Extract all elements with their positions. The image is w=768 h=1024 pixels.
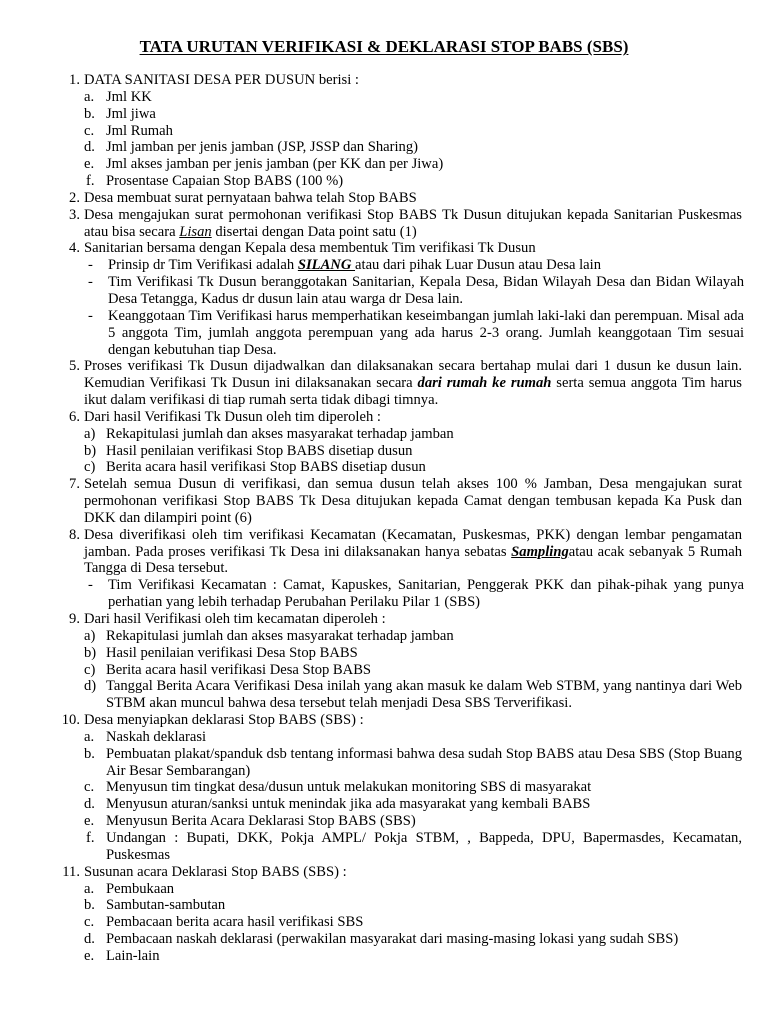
item-text: Dari hasil Verifikasi oleh tim kecamatan diperoleh : <box>84 611 386 627</box>
sub-item <box>0 678 768 712</box>
emphasis-sampling: Sampling <box>511 543 569 560</box>
dash-bullet: - <box>88 257 93 274</box>
item-text <box>84 207 742 241</box>
sub-item-label: f. <box>86 173 95 190</box>
dash-item-text <box>108 257 744 274</box>
dash-bullet: - <box>88 577 93 594</box>
item-text: Susunan acara Deklarasi Stop BABS (SBS) : <box>84 863 347 880</box>
emphasis-silang: SILANG <box>297 257 356 274</box>
sub-item <box>0 897 768 914</box>
sub-item <box>0 948 768 965</box>
list-item-8 <box>0 527 768 578</box>
sub-item-text: Rekapitulasi jumlah dan akses masyarakat terhadap jamban <box>106 627 454 644</box>
item-number: 1. <box>69 72 80 88</box>
sub-item-label: e. <box>84 813 95 830</box>
list-item-5 <box>0 358 768 409</box>
list-item-4 <box>0 240 768 257</box>
sub-item-label: a. <box>84 728 95 745</box>
sub-item <box>0 123 768 140</box>
sub-item <box>0 156 768 173</box>
sub-item <box>0 443 768 460</box>
sub-item <box>0 628 768 645</box>
emphasis-lisan: Lisan <box>179 223 212 240</box>
sub-item-text: Undangan : Bupati, DKK, Pokja AMPL/ Pokja STBM, , Bappeda, DPU, Bapermasdes, Kecamatan, Puskesmas <box>106 829 742 863</box>
sub-item <box>0 813 768 830</box>
sub-item-text: Jml jiwa <box>106 105 156 122</box>
item-text <box>84 527 742 578</box>
sub-item-text: Jml jamban per jenis jamban (JSP, JSSP dan Sharing) <box>106 139 418 156</box>
sub-item <box>0 645 768 662</box>
list-item-11 <box>0 864 768 881</box>
sub-item-label: b. <box>84 105 95 122</box>
sub-item <box>0 662 768 679</box>
text-run: Proses verifikasi Tk Dusun dijadwalkan dan dilaksanakan secara bertahap mulai dari 1 dusun ke dusun lain. Kemudian Verifikasi Tk Dusun ini dilaksanakan secara <box>84 358 742 392</box>
text-run: atau dari pihak Luar Dusun atau Desa lain <box>355 257 602 274</box>
text-run: serta semua anggota Tim harus ikut dalam verifikasi di tiap rumah serta tidak dibagi timnya. <box>84 375 742 409</box>
dash-item <box>0 308 768 359</box>
item-text: Setelah semua Dusun di verifikasi, dan semua dusun telah akses 100 % Jamban, Desa mengajukan surat permohonan verifikasi Stop BABS Tk Desa ditujukan kepada Camat dengan tembusan kepada Ka Pusk dan DKK dan dilampiri point (6) <box>84 476 742 526</box>
sub-item-label: f. <box>86 829 95 846</box>
item-number: 9. <box>69 611 80 627</box>
sub-item <box>0 139 768 156</box>
sub-item <box>0 426 768 443</box>
sub-item <box>0 830 768 864</box>
sub-item-text: Jml KK <box>106 88 152 105</box>
sub-item-label: e. <box>84 156 95 173</box>
sub-item <box>0 796 768 813</box>
dash-item <box>0 274 768 308</box>
sub-item <box>0 779 768 796</box>
sub-item-text: Rekapitulasi jumlah dan akses masyarakat terhadap jamban <box>106 425 454 442</box>
sub-item <box>0 746 768 780</box>
sub-item-text: Pembuatan plakat/spanduk dsb tentang informasi bahwa desa sudah Stop BABS atau Desa SBS (Stop Buang Air Besar Sembarangan) <box>106 745 742 779</box>
sub-item <box>0 729 768 746</box>
sub-item-text: Hasil penilaian verifikasi Desa Stop BABS <box>106 644 358 661</box>
sub-item-label: e. <box>84 947 95 964</box>
item-number: 6. <box>69 408 80 425</box>
sub-item-label: d. <box>84 139 95 156</box>
text-run: Prinsip dr Tim Verifikasi adalah <box>108 257 298 274</box>
sub-item-text: Pembukaan <box>106 880 175 897</box>
text-run: Desa diverifikasi oleh tim verifikasi Kecamatan (Kecamatan, Puskesmas, PKK) dengan lembar pengamatan jamban. Pada proses verifikasi Tk Desa ini dilaksanakan hanya sebatas <box>84 526 742 560</box>
sub-item-label: b) <box>84 442 97 459</box>
sub-item-label: a) <box>84 425 96 442</box>
sub-item-text: Tanggal Berita Acara Verifikasi Desa inilah yang akan masuk ke dalam Web STBM, yang nantinya dari Web STBM akan muncul bahwa desa tersebut telah menjadi Desa SBS Terverifikasi. <box>106 678 742 712</box>
sub-item-label: c. <box>84 779 95 796</box>
item-number: 10. <box>61 712 80 729</box>
sub-item-text: Menyusun tim tingkat desa/dusun untuk melakukan monitoring SBS di masyarakat <box>106 779 592 796</box>
item-number: 5. <box>69 358 80 375</box>
sub-item-text: Prosentase Capaian Stop BABS (100 %) <box>106 173 344 190</box>
sub-item-label: b) <box>84 644 97 661</box>
dash-item <box>0 257 768 274</box>
sub-item-label: d) <box>84 678 97 695</box>
sub-item-label: b. <box>84 745 95 762</box>
sub-item-label: c) <box>84 459 96 476</box>
sub-item-label: a. <box>84 880 95 897</box>
sub-item-text: Berita acara hasil verifikasi Stop BABS disetiap dusun <box>106 459 426 476</box>
item-number: 4. <box>69 240 80 257</box>
sub-item-label: d. <box>84 931 95 948</box>
dash-item-text: Tim Verifikasi Tk Dusun beranggotakan Sanitarian, Kepala Desa, Bidan Wilayah Desa dan Bidan Wilayah Desa Tetangga, Kadus dr dusun lain atau warga dr Desa lain. <box>108 274 744 307</box>
list-item-7 <box>0 476 768 527</box>
dash-bullet: - <box>88 274 93 291</box>
emphasis-dari-rumah: dari rumah ke rumah <box>417 375 552 392</box>
list-item-2 <box>0 190 768 207</box>
sub-item-label: c) <box>84 661 96 678</box>
sub-item <box>0 931 768 948</box>
page-title: TATA URUTAN VERIFIKASI & DEKLARASI STOP BABS (SBS) <box>139 37 629 56</box>
item-number: 11. <box>62 863 80 880</box>
sub-item-text: Sambutan-sambutan <box>106 897 226 914</box>
item-text: Desa menyiapkan deklarasi Stop BABS (SBS) : <box>84 712 364 729</box>
sub-item <box>0 106 768 123</box>
sub-item-label: b. <box>84 897 95 914</box>
dash-item-text: Tim Verifikasi Kecamatan : Camat, Kapuskes, Sanitarian, Penggerak PKK dan pihak-pihak yang punya perhatian yang lebih terhadap Perubahan Perilaku Pilar 1 (SBS) <box>108 577 744 611</box>
procedure-list <box>0 72 768 965</box>
sub-item-label: c. <box>84 122 95 139</box>
item-text: DATA SANITASI DESA PER DUSUN berisi : <box>84 72 359 88</box>
sub-item <box>0 881 768 898</box>
dash-item-text: Keanggotaan Tim Verifikasi harus memperhatikan keseimbangan jumlah laki-laki dan perempuan. Misal ada 5 anggota Tim, jumlah anggota perempuan yang ada harus 2-3 orang. Jumlah keanggotaan Tim sesuai dengan kebutuhan tiap Desa. <box>108 307 744 358</box>
sub-item <box>0 459 768 476</box>
list-item-9 <box>0 611 768 628</box>
sub-item-text: Lain-lain <box>106 947 160 964</box>
item-text: Sanitarian bersama dengan Kepala desa membentuk Tim verifikasi Tk Dusun <box>84 240 536 257</box>
item-text: Desa membuat surat pernyataan bahwa telah Stop BABS <box>84 189 417 206</box>
sub-item-label: a) <box>84 627 96 644</box>
item-number: 7. <box>69 476 80 493</box>
item-number: 8. <box>69 526 80 543</box>
item-text: Dari hasil Verifikasi Tk Dusun oleh tim diperoleh : <box>84 408 381 425</box>
list-item-3 <box>0 207 768 241</box>
sub-item <box>0 173 768 190</box>
list-item-1 <box>0 72 768 89</box>
item-number: 3. <box>69 206 80 223</box>
sub-item-text: Menyusun Berita Acara Deklarasi Stop BABS (SBS) <box>106 813 416 830</box>
sub-item-text: Menyusun aturan/sanksi untuk menindak jika ada masyarakat yang kembali BABS <box>106 796 591 813</box>
sub-item-text: Naskah deklarasi <box>106 728 207 745</box>
item-text <box>84 358 742 409</box>
text-run: atau acak sebanyak 5 Rumah Tangga di Desa tersebut. <box>84 543 742 577</box>
sub-item-text: Pembacaan naskah deklarasi (perwakilan masyarakat dari masing-masing lokasi yang sudah SBS) <box>106 931 679 948</box>
list-item-10 <box>0 712 768 729</box>
sub-item-text: Jml Rumah <box>106 122 173 139</box>
sub-item-text: Jml akses jamban per jenis jamban (per KK dan per Jiwa) <box>106 156 444 173</box>
sub-item-text: Berita acara hasil verifikasi Desa Stop BABS <box>106 661 372 678</box>
sub-item-text: Pembacaan berita acara hasil verifikasi SBS <box>106 914 364 931</box>
sub-item <box>0 914 768 931</box>
sub-item-label: d. <box>84 796 95 813</box>
dash-bullet: - <box>88 307 93 324</box>
dash-item <box>0 577 768 611</box>
text-run: Desa mengajukan surat permohonan verifikasi Stop BABS Tk Dusun ditujukan kepada Sanitarian Puskesmas atau bisa secara <box>84 206 742 240</box>
sub-item <box>0 89 768 106</box>
sub-item-label: a. <box>84 88 95 105</box>
list-item-6 <box>0 409 768 426</box>
item-number: 2. <box>69 189 80 206</box>
sub-item-text: Hasil penilaian verifikasi Stop BABS disetiap dusun <box>106 442 413 459</box>
text-run: disertai dengan Data point satu (1) <box>211 223 417 240</box>
sub-item-label: c. <box>84 914 95 931</box>
